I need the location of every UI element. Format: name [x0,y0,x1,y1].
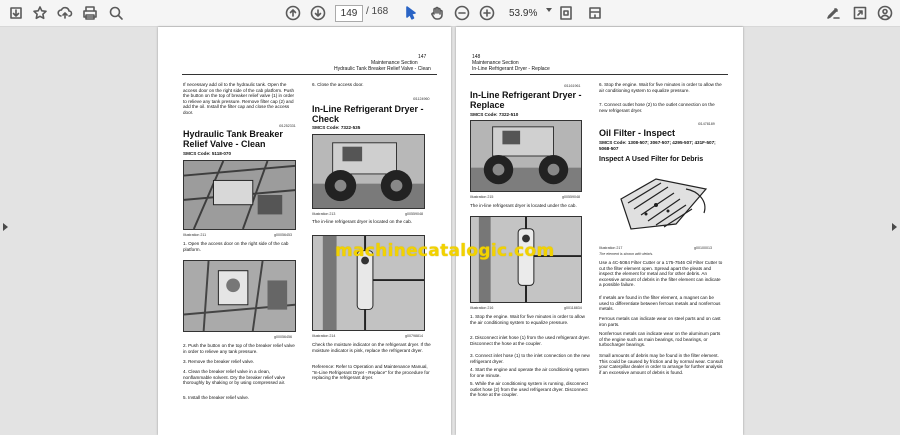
page-header-title: Hydraulic Tank Breaker Relief Valve - Clean [334,66,431,72]
illustration-code: g00100013 [694,246,712,250]
illustration-label: Illustration 217 [599,246,623,250]
illustration-label: Illustration 214 [312,334,336,338]
previous-page-arrow-icon[interactable] [3,223,8,231]
step-4: 4. Start the engine and operate the air conditioning system for one minute. [470,367,590,378]
section-label: Maintenance Section [371,60,418,66]
step-3: 3. Connect inlet hose (1) to the inlet connection on the new refrigerant dryer. [470,353,590,364]
illustration-code: g00559048 [405,212,423,216]
upload-icon[interactable] [55,3,75,23]
illustration-215 [470,120,582,192]
step-2: 2. Push the button on the top of the breaker relief valve in order to relieve any tank pressure. [183,343,295,354]
zoom-out-icon[interactable] [452,3,472,23]
section-label: Maintenance Section [472,60,519,66]
paragraph-4: Nonferrous metals can indicate wear on the aluminum parts of the engine such as main bearings, rod bearings, or turbocharger bearings. [599,331,721,348]
step-4: 4. Clean the breaker relief valve in a clean, nonflammable solvent. Dry the breaker relief valve thoroughly by shaking or by using compressed air. [183,369,286,386]
top-paragraph: If necessary add oil to the hydraulic tank. Open the access door on the right side of the cab platform. Push the button on the top of breaker relief valve (1) in order to relieve any tank pressure. Remove filter cap (2) and add the oil. Install the filter cap and close the access door. [183,82,295,115]
page-down-icon[interactable] [308,3,328,23]
smcs-code: SMCS Code: 1308-507; 3067-507; 4295-507; 431F-507; 5068-507 [599,140,716,151]
doc-code: i01478189 [698,122,715,126]
paragraph-2: If metals are found in the filter element, a magnet can be used to differentiate between ferrous metals and nonferrous metals. [599,295,721,312]
page-total: / 168 [366,6,389,17]
illustration-label: Illustration 215 [470,195,494,199]
account-icon[interactable] [875,3,895,23]
header-rule [470,74,728,75]
reference-paragraph: Reference: Refer to Operation and Maintenance Manual, "In-Line Refrigerant Dryer - Replace" for the procedure for replacing the refrigerant dryer. [312,364,430,381]
illustration-caption: The element is shown with debris. [599,252,654,256]
illustration-label: Illustration 213 [312,212,336,216]
illustration-code: g00559048 [562,195,580,199]
page-number-input[interactable]: 149 [335,5,363,22]
download-icon[interactable] [6,3,26,23]
page-number: 148 [472,54,481,60]
doc-code: i01124960 [413,97,430,101]
chevron-down-icon[interactable] [546,8,552,12]
step-6: 6. Stop the engine. Wait for five minutes in order to allow the air conditioning system to equalize pressure. [599,82,722,93]
heading-breaker-valve: Hydraulic Tank Breaker Relief Valve - Clean [183,129,283,149]
illustration-label: Illustration 211 [183,233,207,237]
location-paragraph: The in-line refrigerant dryer is located under the cab. [470,203,577,208]
header-rule [182,74,437,75]
step-2: 2. Disconnect inlet hose (1) from the used refrigerant dryer. Disconnect the hose at the coupler. [470,335,591,346]
step-5: 5. While the air conditioning system is running, disconnect outlet hose (2) from the used refrigerant dryer. Disconnect the hose at the coupler. [470,381,588,398]
illustration-code: g00056456 [274,335,292,339]
step-1: 1. Open the access door on the right side of the cab platform. [183,241,289,252]
print-icon[interactable] [80,3,100,23]
heading-dryer-replace: In-Line Refrigerant Dryer - Replace [470,90,582,110]
next-page-arrow-icon[interactable] [892,223,897,231]
illustration-code: g00056453 [274,233,292,237]
illustration-label: Illustration 216 [470,306,494,310]
watermark-text: machinecatalogic.com [335,241,555,261]
paragraph-1: Use a 4C-5084 Filter Cutter or a 175-7546 Oil Filter Cutter to cut the filter element open. Spread apart the pleats and inspect the element for metal and for other debris. An excessive amount of debris in the filter element can indicate a possible failure. [599,260,723,288]
subheading-debris: Inspect A Used Filter for Debris [599,156,704,163]
document-viewport[interactable] [0,27,900,435]
step-1: 1. Stop the engine. Wait for five minutes in order to allow the air conditioning system to equalize pressure. [470,314,585,325]
pointer-icon[interactable] [401,3,421,23]
search-icon[interactable] [106,3,126,23]
page-up-icon[interactable] [283,3,303,23]
left-document-page [158,27,451,435]
page-header-title: In-Line Refrigerant Dryer - Replace [472,66,550,72]
illustration-213 [312,134,425,209]
illustration-212 [183,260,296,332]
page-number: 147 [418,54,427,60]
location-paragraph: The in-line refrigerant dryer is located on the cab. [312,219,413,224]
pdf-toolbar [0,0,900,27]
heading-oil-filter: Oil Filter - Inspect [599,128,676,138]
sign-icon[interactable] [823,3,843,23]
read-mode-icon[interactable] [585,3,605,23]
zoom-in-icon[interactable] [477,3,497,23]
paragraph-3: Ferrous metals can indicate wear on steel parts and on cast iron parts. [599,316,721,327]
bookmark-icon[interactable] [30,3,50,23]
illustration-code: g00798814 [405,334,423,338]
hand-icon[interactable] [427,3,447,23]
smcs-code: SMCS Code: 7322-510 [470,112,519,117]
paragraph-5: Small amounts of debris may be found in the filter element. This could be caused by friction and by normal wear. Consult your Caterpillar dealer in order to arrange for further analysis if an excessive amount of debris is found. [599,353,723,375]
step-5: 5. Install the breaker relief valve. [183,395,250,400]
illustration-217 [616,169,714,241]
check-paragraph: Check the moisture indicator on the refrigerant dryer. If the moisture indicator is pink, replace the refrigerant dryer. [312,342,431,353]
illustration-211 [183,160,296,230]
smcs-code: SMCS Code: 5118-070 [183,151,231,156]
smcs-code: SMCS Code: 7322-535 [312,125,361,130]
illustration-code: g00118834 [564,306,582,310]
right-document-page [456,27,743,435]
share-icon[interactable] [850,3,870,23]
step-7: 7. Connect outlet hose (2) to the outlet connection on the new refrigerant dryer. [599,102,715,113]
doc-code: i01252331 [279,124,296,128]
heading-dryer-check: In-Line Refrigerant Dryer - Check [312,104,424,124]
step-6: 6. Close the access door. [312,82,364,87]
zoom-level-select[interactable]: 53.9% [509,8,538,19]
doc-code: i01161961 [564,84,581,88]
step-3: 3. Remove the breaker relief valve. [183,359,255,364]
fit-page-icon[interactable] [556,3,576,23]
